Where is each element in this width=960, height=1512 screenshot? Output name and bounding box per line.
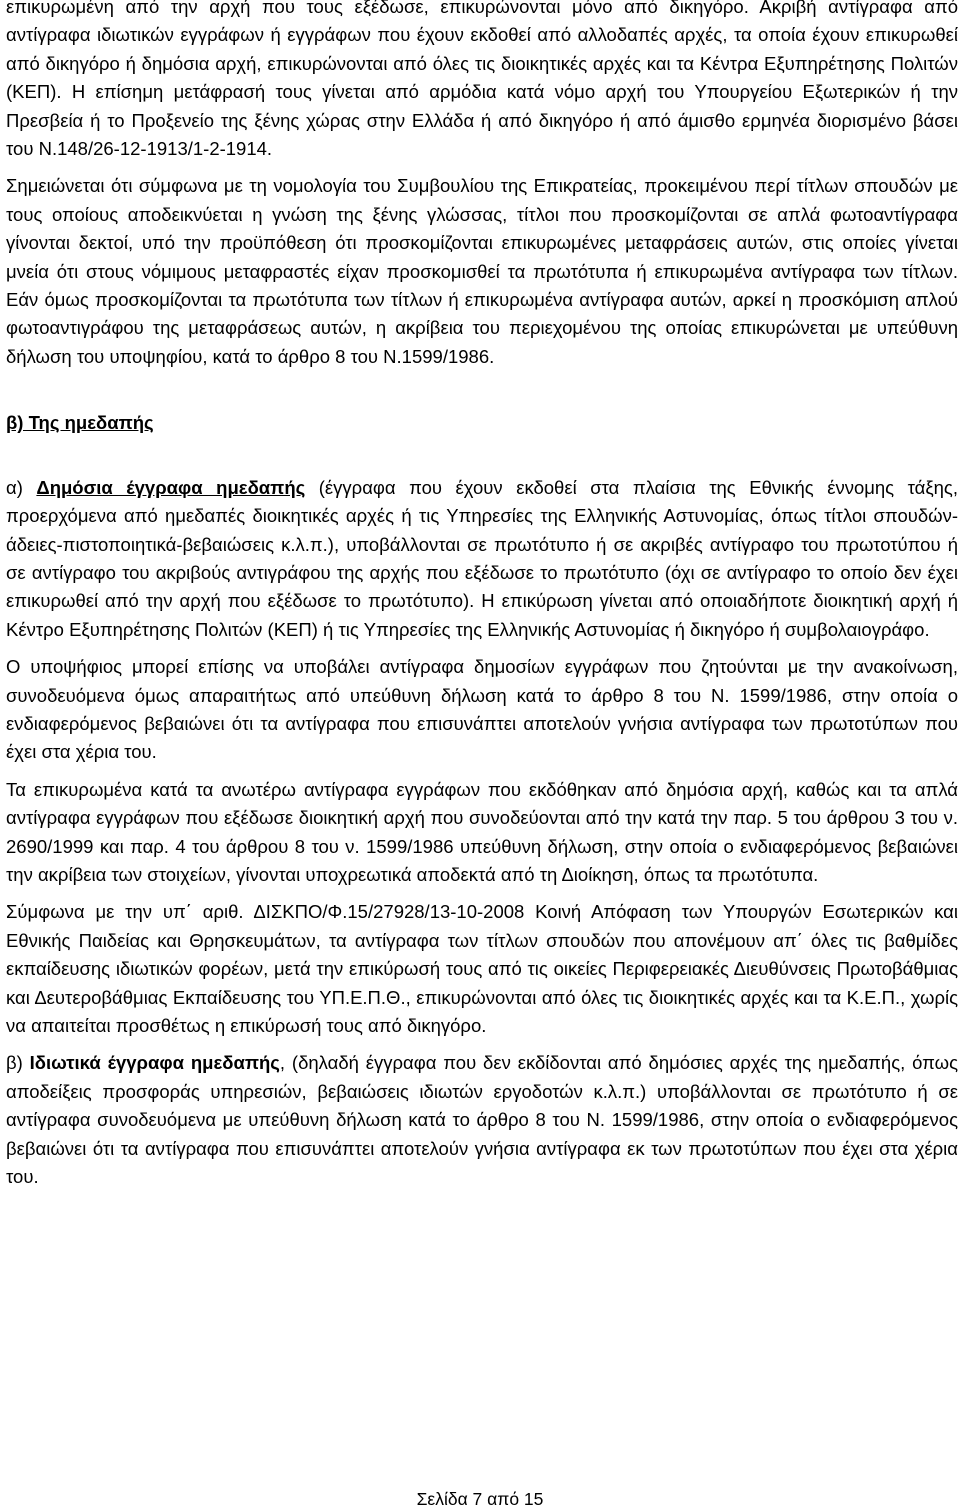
paragraph-council-of-state-note: Σημειώνεται ότι σύμφωνα με τη νομολογία του Συμβουλίου της Επικρατείας, προκειμένου περί τίτλων σπουδών με τους οποίους αποδεικνύεται η γνώση της ξένης γλώσσας, τίτλοι που προσκομίζονται σε απλά φωτοαντίγραφα γίνονται δεκτοί, υπό την προϋπόθεση ότι προσκομίζονται επικυρωμένες μεταφράσεις αυτών, στις οποίες γίνεται μνεία ότι στους νόμιμους μεταφραστές είχαν προσκομισθεί τα πρωτότυπα ή επικυρωμένα αντίγραφα των τίτλων. Εάν όμως προσκομίζονται τα πρωτότυπα των τίτλων ή επικυρωμένα αντίγραφα αυτών, αρκεί η προσκόμιση απλού φωτοαντιγράφου της μεταφράσεως αυτών, η ακρίβεια του περιεχομένου της οποίας επικυρώνεται με υπεύθυνη δήλωση του υποψηφίου, κατά το άρθρο 8 του Ν.1599/1986. <box>6 175 958 367</box>
private-documents-text: , (δηλαδή έγγραφα που δεν εκδίδονται από δημόσιες αρχές της ημεδαπής, όπως αποδείξεις προσφοράς υπηρεσιών, βεβαιώσεις ιδιωτών εργοδοτών κ.λ.π.) υποβάλλονται σε πρωτότυπο ή σε αντίγραφα συνοδευόμενα με υπεύθυνη δήλωση κατά το άρθρο 8 του Ν. 1599/1986, στην οποία ο ενδιαφερόμενος βεβαιώνει ότι τα αντίγραφα που επισυνάπτει αποτελούν γνήσια αντίγραφα εκ των πρωτοτύπων που έχει στα χέρια του. <box>6 1052 958 1188</box>
item-marker-a: α) <box>6 476 37 498</box>
paragraph-accepted-copies: Τα επικυρωμένα κατά τα ανωτέρω αντίγραφα εγγράφων που εκδόθηκαν από δημόσια αρχή, καθώς και τα απλά αντίγραφα εγγράφων που εξέδωσε διοικητική αρχή που συνοδεύονται από την κατά την παρ. 5 του άρθρου 3 του ν. 2690/1999 και παρ. 4 του άρθρου 8 του ν. 1599/1986 υπεύθυνη δήλωση, στην οποία ο ενδιαφερόμενος βεβαιώνει την ακρίβεια των στοιχείων, γίνονται υποχρεωτικά αποδεκτά από τη Διοίκηση, όπως τα πρωτότυπα. <box>6 778 958 885</box>
item-marker-b: β) <box>6 1052 30 1074</box>
term-private-documents: Ιδιωτικά έγγραφα ημεδαπής <box>29 1052 280 1074</box>
term-public-documents: Δημόσια έγγραφα ημεδαπής <box>36 476 306 498</box>
page-number-footer: Σελίδα 7 από 15 <box>416 1489 544 1509</box>
paragraph-joint-decision: Σύμφωνα με την υπ΄ αριθ. ΔΙΣΚΠΟ/Φ.15/27928/13-10-2008 Κοινή Απόφαση των Υπουργών Εσωτερικών και Εθνικής Παιδείας και Θρησκευμάτων, τα αντίγραφα των τίτλων σπουδών που απονέμουν απ΄ όλες τις βαθμίδες εκπαίδευσης ιδιωτικών φορέων, μετά την επικύρωσή τους από τις οικείες Περιφερειακές Διευθύνσεις Πρωτοβάθμιας και Δευτεροβάθμιας Εκπαίδευσης του ΥΠ.Ε.Π.Θ., επικυρώνονται από όλες τις διοικητικές αρχές και τα Κ.Ε.Π., χωρίς να απαιτείται προσθέτως η επικύρωσή τους από δικηγόρο. <box>6 901 958 1036</box>
public-documents-text: (έγγραφα που έχουν εκδοθεί στα πλαίσια της Εθνικής έννομης τάξης, προερχόμενα από ημεδαπές διοικητικές αρχές ή τις Υπηρεσίες της Ελληνικής Αστυνομίας, όπως τίτλοι σπουδών-άδειες-πιστοποιητικά-βεβαιώσεις κ.λ.π.), υποβάλλονται σε πρωτότυπο ή σε ακριβές αντίγραφο του πρωτοτύπου ή σε αντίγραφο του ακριβούς αντιγράφου της αρχής που εξέδωσε το πρωτότυπο (όχι σε αντίγραφο το οποίο δεν έχει επικυρωθεί από την αρχή που εξέδωσε το πρωτότυπο). Η επικύρωση γίνεται από οποιαδήποτε διοικητική αρχή ή Κέντρο Εξυπηρέτησης Πολιτών (ΚΕΠ) ή τις Υπηρεσίες της Ελληνικής Αστυνομίας ή δικηγόρο ή συμβολαιογράφο. <box>6 476 958 640</box>
document-page <box>6 0 958 1191</box>
paragraph-public-documents <box>6 474 958 644</box>
paragraph-private-documents <box>6 1049 958 1191</box>
paragraph-copies-with-declaration: Ο υποψήφιος μπορεί επίσης να υποβάλει αντίγραφα δημοσίων εγγράφων που ζητούνται με την ανακοίνωση, συνοδευόμενα όμως απαραιτήτως από υπεύθυνη δήλωση κατά το άρθρο 8 του Ν. 1599/1986, στην οποία ο ενδιαφερόμενος βεβαιώνει ότι τα αντίγραφα που επισυνάπτει αποτελούν γνήσια αντίγραφα των πρωτοτύπων που έχει στα χέρια του. <box>6 656 958 763</box>
paragraph-certified-copies: επικυρωμένη από την αρχή που τους εξέδωσε, επικυρώνονται μόνο από δικηγόρο. Ακριβή αντίγραφα από αντίγραφα ιδιωτικών εγγράφων ή εγγράφων που έχουν εκδοθεί από αλλοδαπές αρχές, τα οποία έχουν επικυρωθεί από δικηγόρο ή δημόσια αρχή, επικυρώνονται από όλες τις διοικητικές αρχές και τα Κέντρα Εξυπηρέτησης Πολιτών (ΚΕΠ). Η επίσημη μετάφρασή τους γίνεται από αρμόδια κατά νόμο αρχή του Υπουργείου Εξωτερικών ή την Πρεσβεία ή το Προξενείο της ξένης χώρας στην Ελλάδα ή από δικηγόρο ή από άμισθο ερμηνέα διορισμένο βάσει του Ν.148/26-12-1913/1-2-1914. <box>6 0 958 160</box>
section-heading-domestic: β) Της ημεδαπής <box>6 412 154 434</box>
